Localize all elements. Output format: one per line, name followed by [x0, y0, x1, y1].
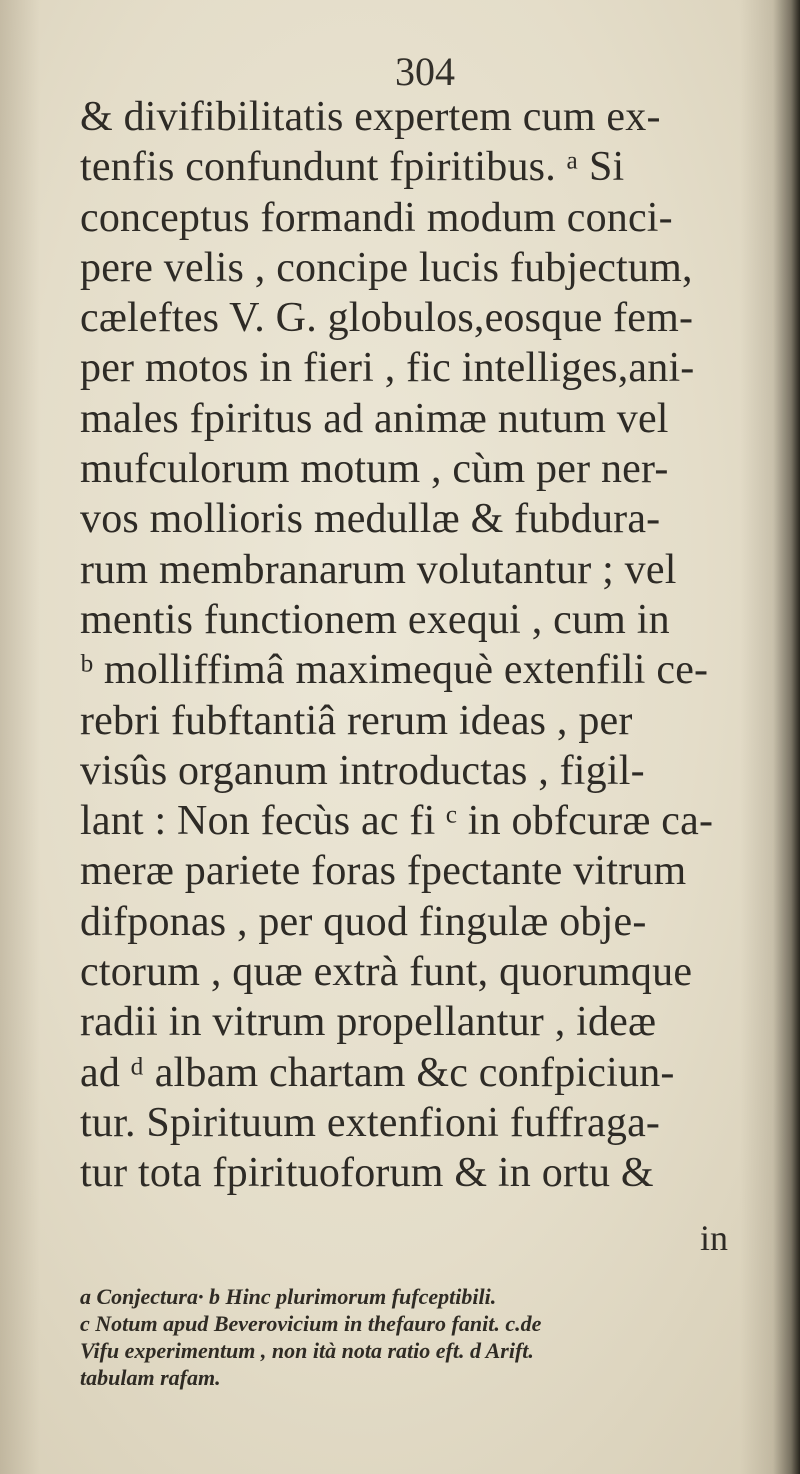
text-line: radii in vitrum propellantur , ideæ — [80, 999, 657, 1046]
note-line: a Conjectura· b Hinc plurimorum fufceptibili. — [80, 1284, 497, 1309]
note-line: tabulam rafam. — [80, 1365, 221, 1390]
text-line: difponas , per quod fingulæ obje- — [80, 898, 647, 945]
text-line: visûs organum introductas , figil- — [80, 747, 645, 794]
text-line: ad ᵈ albam chartam &c confpiciun- — [80, 1049, 675, 1096]
text-line: & divifibilitatis expertem cum ex- — [80, 94, 661, 140]
text-line: vos mollioris medullæ & fubdura- — [80, 496, 661, 543]
page-edge-shading — [0, 0, 40, 1474]
text-line: tur. Spirituum extenfioni fuffraga- — [80, 1099, 661, 1146]
text-line: mufculorum motum , cùm per ner- — [80, 446, 669, 493]
text-line: mentis functionem exequi , cum in — [80, 596, 670, 643]
text-line: cæleftes V. G. globulos,eosque fem- — [80, 295, 694, 342]
text-line: per motos in fieri , fic intelliges,ani- — [80, 345, 695, 392]
body-text — [80, 92, 770, 1199]
text-line: rum membranarum volutantur ; vel — [80, 546, 677, 593]
text-line: meræ pariete foras fpectante vitrum — [80, 848, 687, 895]
page-number: 304 — [395, 49, 455, 94]
note-line: c Notum apud Beverovicium in thefauro fanit. c.de — [80, 1311, 542, 1336]
text-line: tur tota fpirituoforum & in ortu & — [80, 1150, 654, 1197]
text-line: conceptus formandi modum conci- — [80, 194, 673, 241]
text-line: rebri fubftantiâ rerum ideas , per — [80, 697, 633, 744]
text-line: males fpiritus ad animæ nutum vel — [80, 395, 669, 442]
text-line: lant : Non fecùs ac fi ᶜ in obfcuræ ca- — [80, 798, 714, 845]
text-line: pere velis , concipe lucis fubjectum, — [80, 244, 693, 291]
note-line: Vifu experimentum , non ità nota ratio eft. d Arift. — [80, 1338, 534, 1363]
catchword: in — [700, 1218, 729, 1258]
text-line: ᵇ molliffimâ maximequè extenfili ce- — [80, 647, 709, 694]
marginal-notes — [80, 1283, 760, 1391]
text-line: tenfis confundunt fpiritibus. ᵃ Si — [80, 144, 625, 191]
text-line: ctorum , quæ extrà funt, quorumque — [80, 949, 693, 996]
